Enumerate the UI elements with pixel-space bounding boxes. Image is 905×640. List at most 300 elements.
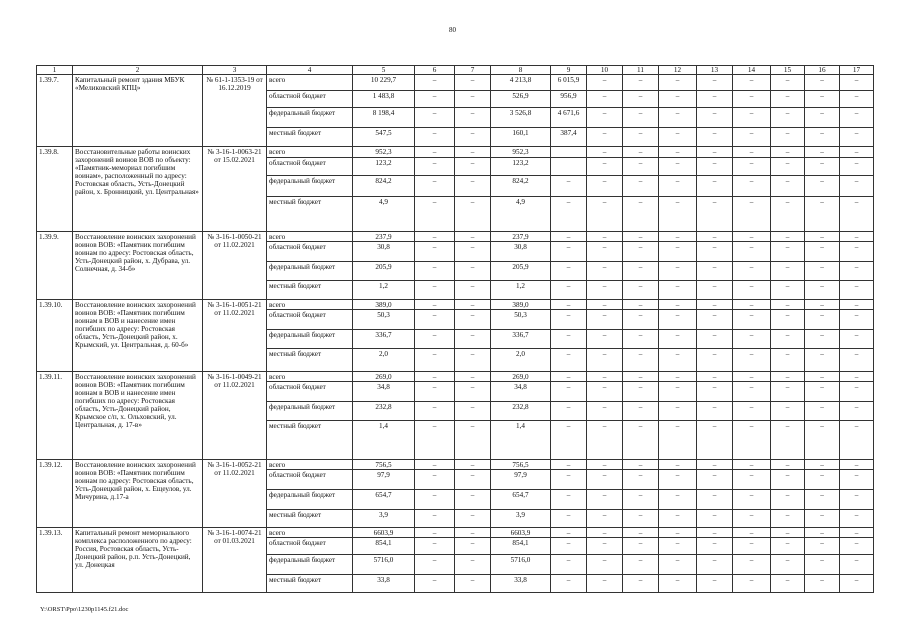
total-value: 50,3 xyxy=(353,310,415,330)
col-12-value: – xyxy=(659,330,697,349)
total-value: 2,0 xyxy=(353,349,415,372)
col-9-value: – xyxy=(551,281,587,300)
total-value: 756,5 xyxy=(353,460,415,470)
col-13-value: – xyxy=(697,402,733,421)
col-11-value: – xyxy=(623,197,659,232)
total-value: 6603,9 xyxy=(353,528,415,538)
col-16-value: – xyxy=(805,310,840,330)
col-15-value: – xyxy=(771,555,805,575)
col-14-value: – xyxy=(733,242,771,262)
total-value: 654,7 xyxy=(353,490,415,510)
col-8-value: 3 526,8 xyxy=(491,108,551,128)
col-13-value: – xyxy=(697,281,733,300)
col-6-value: – xyxy=(415,158,455,176)
col-13-value: – xyxy=(697,421,733,460)
col-9-value: – xyxy=(551,300,587,310)
col-7-value: – xyxy=(455,242,491,262)
col-11-value: – xyxy=(623,300,659,310)
col-12-value: – xyxy=(659,75,697,91)
col-12-value: – xyxy=(659,91,697,108)
col-14-value: – xyxy=(733,176,771,197)
item-number: 1.39.10. xyxy=(37,300,73,372)
col-11-value: – xyxy=(623,349,659,372)
col-12-value: – xyxy=(659,538,697,555)
col-13-value: – xyxy=(697,575,733,593)
col-13-value: – xyxy=(697,555,733,575)
col-6-value: – xyxy=(415,75,455,91)
col-6-value: – xyxy=(415,349,455,372)
col-8-value: 4,9 xyxy=(491,197,551,232)
col-7-value: – xyxy=(455,108,491,128)
col-6-value: – xyxy=(415,460,455,470)
col-6-value: – xyxy=(415,528,455,538)
col-7-value: – xyxy=(455,176,491,197)
col-8-value: 1,2 xyxy=(491,281,551,300)
col-15-value: – xyxy=(771,262,805,281)
col-8-value: 336,7 xyxy=(491,330,551,349)
table-row xyxy=(37,75,874,91)
col-12-value: – xyxy=(659,108,697,128)
col-8-value: 50,3 xyxy=(491,310,551,330)
col-14-value: – xyxy=(733,575,771,593)
table-row xyxy=(37,372,874,382)
col-8-value: 232,8 xyxy=(491,402,551,421)
col-12-value: – xyxy=(659,490,697,510)
col-16-value: – xyxy=(805,575,840,593)
funding-source: федеральный бюджет xyxy=(267,555,353,575)
col-7-value: – xyxy=(455,382,491,402)
col-13-value: – xyxy=(697,538,733,555)
funding-source: местный бюджет xyxy=(267,421,353,460)
total-value: 232,8 xyxy=(353,402,415,421)
funding-source: местный бюджет xyxy=(267,575,353,593)
col-9-value: – xyxy=(551,402,587,421)
col-7-value: – xyxy=(455,528,491,538)
col-12-value: – xyxy=(659,349,697,372)
col-13-value: – xyxy=(697,382,733,402)
col-6-value: – xyxy=(415,147,455,158)
col-11-value: – xyxy=(623,91,659,108)
col-16-value: – xyxy=(805,300,840,310)
col-7-value: – xyxy=(455,158,491,176)
total-value: 5716,0 xyxy=(353,555,415,575)
col-10-value: – xyxy=(587,262,623,281)
col-15-value: – xyxy=(771,528,805,538)
col-7-value: – xyxy=(455,555,491,575)
col-6-value: – xyxy=(415,402,455,421)
item-name: Восстановление воинских захоронений воинов ВОВ: «Памятник погибшим воинам в ВОВ и нанесение имен погибших по адресу: Ростовская область, Усть-Донецкий район, х. Крымский, ул. Центральная, д. 60-б» xyxy=(73,300,203,372)
col-13-value: – xyxy=(697,75,733,91)
col-13-value: – xyxy=(697,197,733,232)
col-16-value: – xyxy=(805,538,840,555)
col-8-value: 237,9 xyxy=(491,232,551,242)
col-9-value: – xyxy=(551,242,587,262)
contract-number: № 3-16-1-0063-21 от 15.02.2021 xyxy=(203,147,267,232)
col-16-value: – xyxy=(805,555,840,575)
funding-source: всего xyxy=(267,147,353,158)
col-14-value: – xyxy=(733,528,771,538)
col-14-value: – xyxy=(733,330,771,349)
col-6-value: – xyxy=(415,538,455,555)
col-9-value: 4 671,6 xyxy=(551,108,587,128)
col-9-value: – xyxy=(551,262,587,281)
col-16-value: – xyxy=(805,232,840,242)
col-6-value: – xyxy=(415,510,455,528)
col-7-value: – xyxy=(455,575,491,593)
col-10-value: – xyxy=(587,281,623,300)
col-11-value: – xyxy=(623,402,659,421)
col-12-value: – xyxy=(659,555,697,575)
col-15-value: – xyxy=(771,310,805,330)
col-16-value: – xyxy=(805,281,840,300)
col-8-value: 123,2 xyxy=(491,158,551,176)
col-8-value: 526,9 xyxy=(491,91,551,108)
total-value: 269,0 xyxy=(353,372,415,382)
total-value: 3,9 xyxy=(353,510,415,528)
total-value: 8 198,4 xyxy=(353,108,415,128)
col-14-value: – xyxy=(733,460,771,470)
funding-source: областной бюджет xyxy=(267,91,353,108)
col-7-value: – xyxy=(455,232,491,242)
col-9-value: – xyxy=(551,460,587,470)
col-9-value: – xyxy=(551,382,587,402)
col-8-value: 6603,9 xyxy=(491,528,551,538)
col-8-value: 952,3 xyxy=(491,147,551,158)
col-15-value: – xyxy=(771,176,805,197)
total-value: 389,0 xyxy=(353,300,415,310)
col-8-value: 33,8 xyxy=(491,575,551,593)
col-8-value: 205,9 xyxy=(491,262,551,281)
col-7-value: – xyxy=(455,197,491,232)
col-10-value: – xyxy=(587,372,623,382)
col-9-value: – xyxy=(551,528,587,538)
total-value: 97,9 xyxy=(353,470,415,490)
col-14-value: – xyxy=(733,402,771,421)
col-16-value: – xyxy=(805,330,840,349)
column-number-15: 15 xyxy=(771,66,805,75)
col-11-value: – xyxy=(623,555,659,575)
column-number-6: 6 xyxy=(415,66,455,75)
col-17-value: – xyxy=(840,300,874,310)
col-17-value: – xyxy=(840,330,874,349)
col-7-value: – xyxy=(455,510,491,528)
contract-number: № 61-1-1353-19 от 16.12.2019 xyxy=(203,75,267,147)
col-6-value: – xyxy=(415,490,455,510)
col-16-value: – xyxy=(805,128,840,147)
col-15-value: – xyxy=(771,232,805,242)
col-16-value: – xyxy=(805,108,840,128)
col-16-value: – xyxy=(805,91,840,108)
col-15-value: – xyxy=(771,538,805,555)
col-14-value: – xyxy=(733,372,771,382)
col-10-value: – xyxy=(587,402,623,421)
col-14-value: – xyxy=(733,310,771,330)
col-12-value: – xyxy=(659,402,697,421)
col-7-value: – xyxy=(455,310,491,330)
col-10-value: – xyxy=(587,91,623,108)
col-16-value: – xyxy=(805,528,840,538)
col-10-value: – xyxy=(587,310,623,330)
col-14-value: – xyxy=(733,158,771,176)
col-7-value: – xyxy=(455,460,491,470)
col-9-value: – xyxy=(551,176,587,197)
col-13-value: – xyxy=(697,372,733,382)
funding-source: федеральный бюджет xyxy=(267,176,353,197)
col-13-value: – xyxy=(697,490,733,510)
col-17-value: – xyxy=(840,470,874,490)
col-9-value: 956,9 xyxy=(551,91,587,108)
col-10-value: – xyxy=(587,528,623,538)
item-number: 1.39.8. xyxy=(37,147,73,232)
col-17-value: – xyxy=(840,538,874,555)
total-value: 1,4 xyxy=(353,421,415,460)
col-14-value: – xyxy=(733,510,771,528)
col-6-value: – xyxy=(415,176,455,197)
col-12-value: – xyxy=(659,470,697,490)
col-10-value: – xyxy=(587,128,623,147)
col-8-value: 34,8 xyxy=(491,382,551,402)
col-13-value: – xyxy=(697,330,733,349)
col-9-value: – xyxy=(551,538,587,555)
total-value: 824,2 xyxy=(353,176,415,197)
funding-source: всего xyxy=(267,232,353,242)
col-13-value: – xyxy=(697,470,733,490)
funding-source: местный бюджет xyxy=(267,510,353,528)
col-13-value: – xyxy=(697,232,733,242)
table-body xyxy=(37,75,874,593)
col-11-value: – xyxy=(623,490,659,510)
col-7-value: – xyxy=(455,147,491,158)
funding-source: всего xyxy=(267,460,353,470)
col-14-value: – xyxy=(733,197,771,232)
col-15-value: – xyxy=(771,91,805,108)
table-row xyxy=(37,300,874,310)
col-14-value: – xyxy=(733,382,771,402)
col-11-value: – xyxy=(623,528,659,538)
col-16-value: – xyxy=(805,372,840,382)
col-11-value: – xyxy=(623,460,659,470)
col-7-value: – xyxy=(455,538,491,555)
funding-source: областной бюджет xyxy=(267,470,353,490)
col-8-value: 756,5 xyxy=(491,460,551,470)
col-11-value: – xyxy=(623,128,659,147)
col-15-value: – xyxy=(771,158,805,176)
total-value: 4,9 xyxy=(353,197,415,232)
funding-source: всего xyxy=(267,300,353,310)
col-12-value: – xyxy=(659,147,697,158)
col-14-value: – xyxy=(733,128,771,147)
col-14-value: – xyxy=(733,232,771,242)
col-17-value: – xyxy=(840,158,874,176)
total-value: 1 483,8 xyxy=(353,91,415,108)
col-13-value: – xyxy=(697,310,733,330)
col-11-value: – xyxy=(623,510,659,528)
col-14-value: – xyxy=(733,75,771,91)
item-number: 1.39.13. xyxy=(37,528,73,593)
col-17-value: – xyxy=(840,176,874,197)
col-9-value: – xyxy=(551,470,587,490)
col-8-value: 97,9 xyxy=(491,470,551,490)
column-number-14: 14 xyxy=(733,66,771,75)
col-9-value: – xyxy=(551,490,587,510)
col-11-value: – xyxy=(623,281,659,300)
table-row xyxy=(37,147,874,158)
budget-table xyxy=(36,65,874,593)
col-12-value: – xyxy=(659,575,697,593)
col-6-value: – xyxy=(415,575,455,593)
funding-source: местный бюджет xyxy=(267,281,353,300)
col-13-value: – xyxy=(697,128,733,147)
table-row xyxy=(37,460,874,470)
col-13-value: – xyxy=(697,147,733,158)
col-7-value: – xyxy=(455,490,491,510)
col-17-value: – xyxy=(840,91,874,108)
col-10-value: – xyxy=(587,382,623,402)
funding-source: местный бюджет xyxy=(267,128,353,147)
col-10-value: – xyxy=(587,147,623,158)
header-row xyxy=(37,66,874,75)
funding-source: всего xyxy=(267,372,353,382)
col-10-value: – xyxy=(587,176,623,197)
col-9-value: – xyxy=(551,197,587,232)
col-15-value: – xyxy=(771,108,805,128)
item-number: 1.39.9. xyxy=(37,232,73,300)
col-13-value: – xyxy=(697,460,733,470)
col-17-value: – xyxy=(840,510,874,528)
col-17-value: – xyxy=(840,128,874,147)
col-10-value: – xyxy=(587,242,623,262)
col-8-value: 4 213,8 xyxy=(491,75,551,91)
contract-number: № 3-16-1-0074-21 от 01.03.2021 xyxy=(203,528,267,593)
col-17-value: – xyxy=(840,575,874,593)
col-10-value: – xyxy=(587,490,623,510)
col-9-value: – xyxy=(551,575,587,593)
col-17-value: – xyxy=(840,528,874,538)
funding-source: федеральный бюджет xyxy=(267,262,353,281)
col-13-value: – xyxy=(697,242,733,262)
column-number-17: 17 xyxy=(840,66,874,75)
col-9-value: – xyxy=(551,310,587,330)
column-number-11: 11 xyxy=(623,66,659,75)
table-row xyxy=(37,528,874,538)
col-17-value: – xyxy=(840,75,874,91)
col-17-value: – xyxy=(840,147,874,158)
col-13-value: – xyxy=(697,510,733,528)
col-12-value: – xyxy=(659,128,697,147)
col-15-value: – xyxy=(771,330,805,349)
item-name: Восстановление воинских захоронений воинов ВОВ: «Памятник погибшим воинам по адресу: Ростовская область, Усть-Донецкий район, х. Дубрава, ул. Солнечная, д. 34-б» xyxy=(73,232,203,300)
col-16-value: – xyxy=(805,460,840,470)
column-number-9: 9 xyxy=(551,66,587,75)
col-12-value: – xyxy=(659,158,697,176)
col-16-value: – xyxy=(805,197,840,232)
col-6-value: – xyxy=(415,555,455,575)
col-13-value: – xyxy=(697,108,733,128)
col-14-value: – xyxy=(733,147,771,158)
column-number-10: 10 xyxy=(587,66,623,75)
col-11-value: – xyxy=(623,147,659,158)
col-13-value: – xyxy=(697,158,733,176)
col-17-value: – xyxy=(840,555,874,575)
col-8-value: 389,0 xyxy=(491,300,551,310)
col-17-value: – xyxy=(840,197,874,232)
col-10-value: – xyxy=(587,158,623,176)
funding-source: местный бюджет xyxy=(267,349,353,372)
col-11-value: – xyxy=(623,372,659,382)
column-number-8: 8 xyxy=(491,66,551,75)
funding-source: федеральный бюджет xyxy=(267,402,353,421)
col-17-value: – xyxy=(840,232,874,242)
col-11-value: – xyxy=(623,470,659,490)
col-16-value: – xyxy=(805,349,840,372)
col-12-value: – xyxy=(659,176,697,197)
col-16-value: – xyxy=(805,176,840,197)
col-8-value: 1,4 xyxy=(491,421,551,460)
col-11-value: – xyxy=(623,575,659,593)
col-9-value: – xyxy=(551,349,587,372)
col-8-value: 5716,0 xyxy=(491,555,551,575)
col-7-value: – xyxy=(455,349,491,372)
total-value: 336,7 xyxy=(353,330,415,349)
col-6-value: – xyxy=(415,262,455,281)
col-7-value: – xyxy=(455,128,491,147)
col-10-value: – xyxy=(587,510,623,528)
col-17-value: – xyxy=(840,460,874,470)
col-16-value: – xyxy=(805,421,840,460)
col-9-value: 387,4 xyxy=(551,128,587,147)
col-6-value: – xyxy=(415,197,455,232)
col-15-value: – xyxy=(771,510,805,528)
col-7-value: – xyxy=(455,262,491,281)
contract-number: № 3-16-1-0051-21 от 11.02.2021 xyxy=(203,300,267,372)
funding-source: всего xyxy=(267,75,353,91)
col-12-value: – xyxy=(659,421,697,460)
col-10-value: – xyxy=(587,421,623,460)
col-10-value: – xyxy=(587,232,623,242)
col-6-value: – xyxy=(415,232,455,242)
col-12-value: – xyxy=(659,232,697,242)
col-7-value: – xyxy=(455,402,491,421)
col-14-value: – xyxy=(733,490,771,510)
col-13-value: – xyxy=(697,300,733,310)
col-8-value: 654,7 xyxy=(491,490,551,510)
contract-number: № 3-16-1-0049-21 от 11.02.2021 xyxy=(203,372,267,460)
col-15-value: – xyxy=(771,402,805,421)
funding-source: областной бюджет xyxy=(267,538,353,555)
document-file-path: Y:\ORST\Ppo\1230p1145.f21.doc xyxy=(40,606,129,613)
col-6-value: – xyxy=(415,242,455,262)
col-14-value: – xyxy=(733,281,771,300)
col-9-value: – xyxy=(551,421,587,460)
col-11-value: – xyxy=(623,382,659,402)
col-15-value: – xyxy=(771,349,805,372)
col-16-value: – xyxy=(805,75,840,91)
item-name: Капитальный ремонт мемориального комплекса расположенного по адресу: Россия, Ростовская область, Усть-Донецкий район, р.п. Усть-Донецкий, ул. Донецкая xyxy=(73,528,203,593)
col-15-value: – xyxy=(771,75,805,91)
col-17-value: – xyxy=(840,372,874,382)
funding-source: федеральный бюджет xyxy=(267,108,353,128)
total-value: 237,9 xyxy=(353,232,415,242)
funding-source: областной бюджет xyxy=(267,382,353,402)
col-14-value: – xyxy=(733,300,771,310)
col-14-value: – xyxy=(733,349,771,372)
col-12-value: – xyxy=(659,382,697,402)
column-number-3: 3 xyxy=(203,66,267,75)
column-number-4: 4 xyxy=(267,66,353,75)
col-17-value: – xyxy=(840,262,874,281)
col-15-value: – xyxy=(771,197,805,232)
col-9-value: – xyxy=(551,555,587,575)
